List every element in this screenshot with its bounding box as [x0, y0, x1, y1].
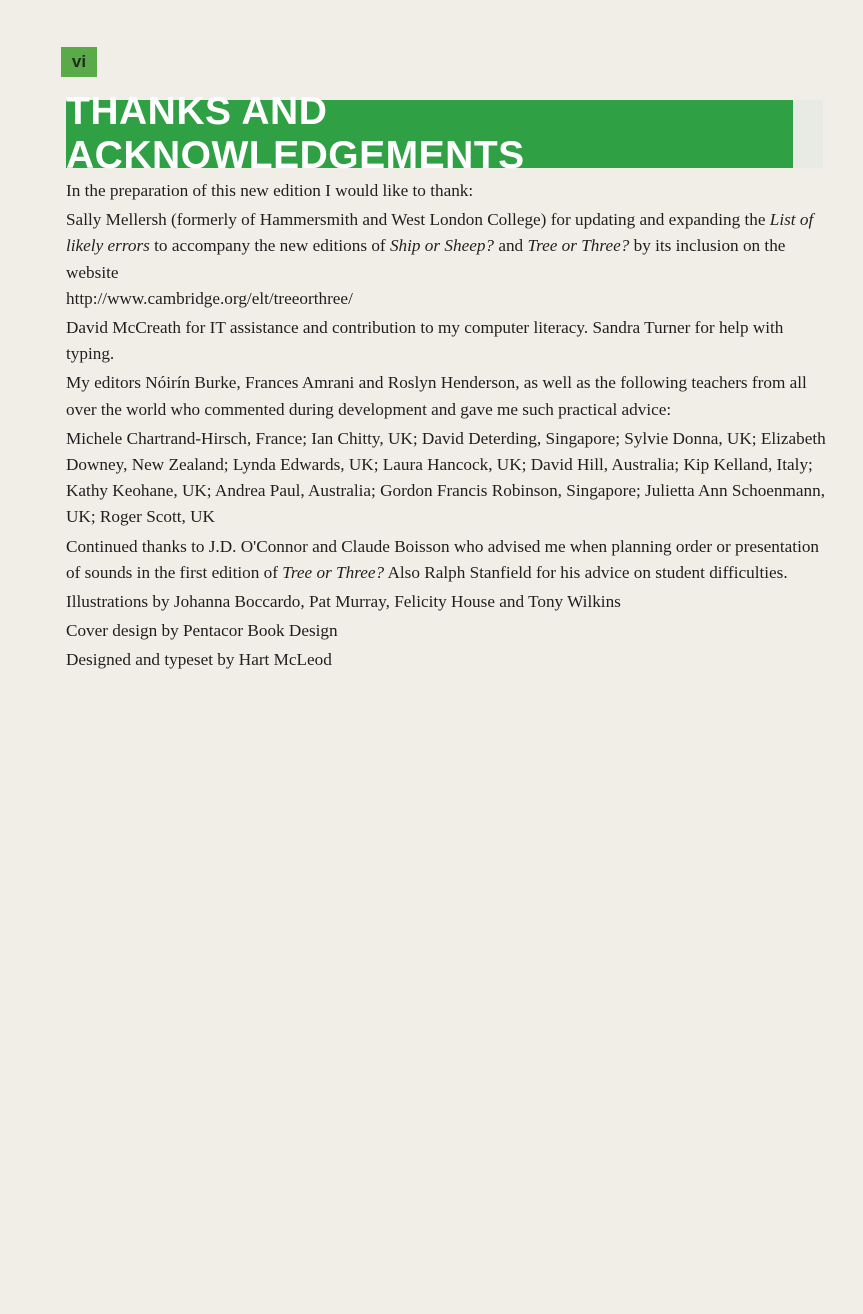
page-title: THANKS AND ACKNOWLEDGEMENTS [66, 90, 525, 177]
paragraph-mccreath: David McCreath for IT assistance and contribution to my computer literacy. Sandra Turner for help with typing. [66, 318, 784, 364]
intro-paragraph: In the preparation of this new edition I would like to thank: [66, 181, 474, 200]
italic-title: Tree or Three? [282, 562, 385, 582]
text-run: by its inclusion on the website [66, 236, 786, 282]
italic-title: Tree or Three? [527, 236, 630, 256]
paragraph-illustrations: Illustrations by Johanna Boccardo, Pat Murray, Felicity House and Tony Wilkins [66, 592, 621, 612]
paragraph-teachers-list: Michele Chartrand-Hirsch, France; Ian Chitty, UK; David Deterding, Singapore; Sylvie Donna, UK; Elizabeth Downey, New Zealand; Lynda Edwards, UK; Laura Hancock, UK; David Hill, Australia; Kip Kelland, Italy; Kathy Keohane, UK; Andrea Paul, Australia; Gordon Francis Robinson, Singapore; Julietta Ann Schoenmann, UK; Roger Scott, UK [66, 428, 826, 527]
page-number: vi [61, 47, 97, 77]
paragraph-typeset: Designed and typeset by Hart McLeod [66, 650, 332, 670]
banner-show-through [793, 100, 823, 168]
text-run: Sally Mellersh (formerly of Hammersmith and West London College) for updating and expanding the [66, 210, 770, 230]
acknowledgements-text [66, 178, 826, 677]
title-banner [66, 90, 793, 177]
paragraph-mellersh [66, 207, 826, 312]
paragraph-cover-design: Cover design by Pentacor Book Design [66, 621, 338, 641]
paragraph-continued-thanks [66, 534, 826, 586]
text-run: Continued thanks to J.D. O'Connor and Claude Boisson who advised me when planning order or presentation of sounds in the first edition of [66, 536, 820, 582]
paragraph-editors: My editors Nóirín Burke, Frances Amrani and Roslyn Henderson, as well as the following teachers from all over the world who commented during development and gave me such practical advice: [66, 373, 807, 419]
text-run: and [494, 236, 528, 256]
italic-title: List of likely errors [66, 210, 814, 256]
text-run: Also Ralph Stanfield for his advice on student difficulties. [384, 562, 788, 582]
italic-title: Ship or Sheep? [389, 236, 495, 256]
text-run: to accompany the new editions of [149, 236, 390, 256]
website-url: http://www.cambridge.org/elt/treeorthree/ [66, 288, 353, 308]
